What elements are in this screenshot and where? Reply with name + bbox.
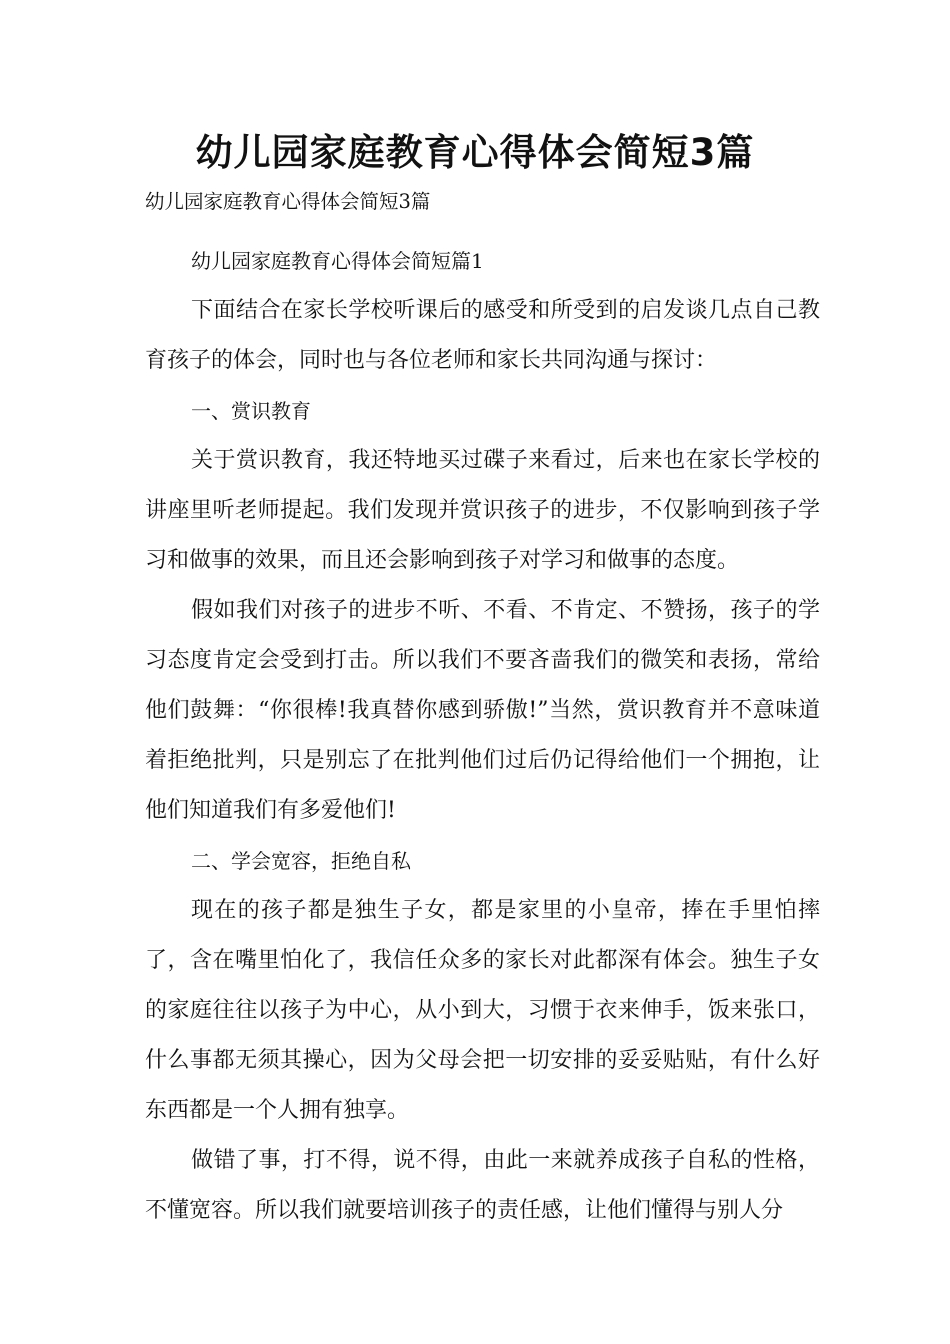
document-body [145, 236, 820, 1236]
paragraph-heading: 二、学会宽容，拒绝自私 [191, 849, 411, 873]
paragraph: 假如我们对孩子的进步不听、不看、不肯定、不赞扬，孩子的学习态度肯定会受到打击。所以我们不要吝啬我们的微笑和表扬，常给他们鼓舞：“你很棒!我真替你感到骄傲!”当然，赏识教育并不意味道着拒绝批判，只是别忘了在批判他们过后仍记得给他们一个拥抱，让他们知道我们有多爱他们! [145, 598, 820, 823]
document-subtitle: 幼儿园家庭教育心得体会简短3篇 [145, 190, 431, 213]
paragraph: 现在的孩子都是独生子女，都是家里的小皇帝，捧在手里怕摔了，含在嘴里怕化了，我信任众多的家长对此都深有体会。独生子女的家庭往往以孩子为中心，从小到大，习惯于衣来伸手，饭来张口，什么事都无须其操心，因为父母会把一切安排的妥妥贴贴，有什么好东西都是一个人拥有独享。 [145, 898, 820, 1123]
paragraph: 做错了事，打不得，说不得，由此一来就养成孩子自私的性格，不懂宽容。所以我们就要培训孩子的责任感，让他们懂得与别人分 [145, 1148, 820, 1223]
section-heading: 幼儿园家庭教育心得体会简短篇1 [191, 249, 484, 273]
document-title: 幼儿园家庭教育心得体会简短3篇 [195, 131, 755, 174]
paragraph-heading: 一、赏识教育 [191, 399, 311, 423]
paragraph: 关于赏识教育，我还特地买过碟子来看过，后来也在家长学校的讲座里听老师提起。我们发现并赏识孩子的进步，不仅影响到孩子学习和做事的效果，而且还会影响到孩子对学习和做事的态度。 [145, 448, 820, 573]
paragraph: 下面结合在家长学校听课后的感受和所受到的启发谈几点自己教育孩子的体会，同时也与各位老师和家长共同沟通与探讨： [145, 298, 820, 373]
